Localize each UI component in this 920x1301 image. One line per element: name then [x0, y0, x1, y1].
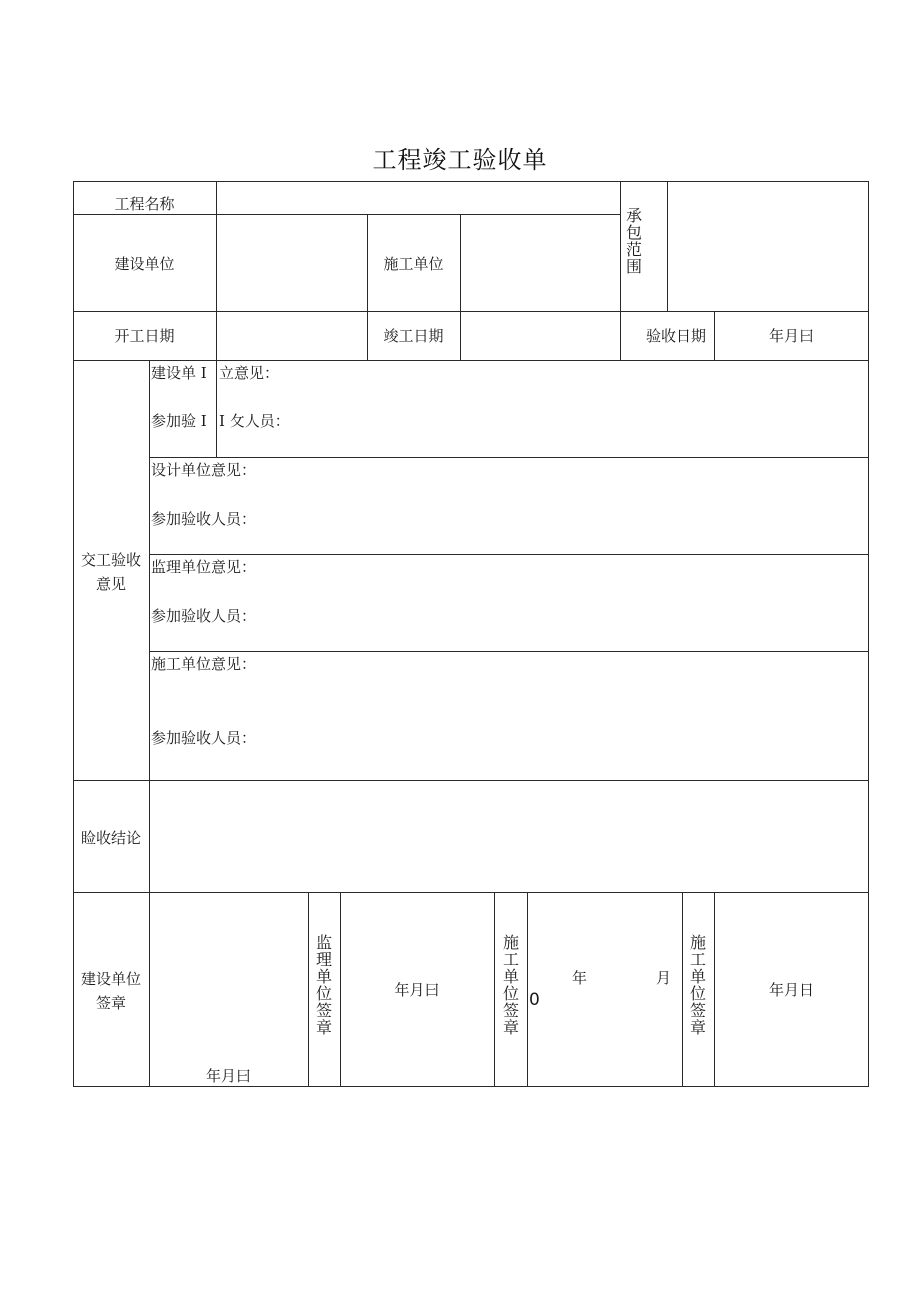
- client-opinion-label-a: 建设单 I: [151, 364, 207, 382]
- construction2-signature-date: 年月日: [768, 981, 814, 999]
- supervision-signature-date: 年月曰: [394, 981, 440, 999]
- supervision-opinion-label: 监理单位意见：: [151, 558, 257, 576]
- supervision-participants-label: 参加验收人员：: [151, 607, 257, 625]
- design-participants-label: 参加验收人员：: [151, 510, 257, 528]
- supervision-signature-label: 监理单位签章: [315, 933, 332, 1037]
- construction-opinion-label: 施工单位意见：: [151, 655, 257, 673]
- finish-date-label: 竣工日期: [383, 327, 444, 345]
- construction-signature-mark: 0: [529, 990, 540, 1010]
- document-title: 工程竣工验收单: [372, 146, 548, 174]
- construction2-signature-label: 施工单位签章: [689, 933, 706, 1037]
- scope-label: 承包范围: [625, 206, 642, 276]
- project-name-label: 工程名称: [114, 195, 175, 213]
- opinions-section-label-line1: 交工验收: [80, 551, 141, 569]
- client-participants-label-a: 参加验 I: [151, 412, 207, 430]
- client-opinion-label-b: 立意见：: [219, 364, 280, 382]
- construction-participants-label: 参加验收人员：: [151, 729, 257, 747]
- opinions-section-label-line2: 意见: [95, 575, 126, 593]
- contractor-label: 施工单位: [383, 255, 444, 273]
- construction-signature-month: 月: [656, 969, 672, 987]
- construction-signature-label: 施工单位签章: [502, 933, 519, 1037]
- client-signature-date: 年月曰: [205, 1067, 251, 1085]
- client-label: 建设单位: [114, 255, 175, 273]
- construction-signature-year: 年: [572, 969, 588, 987]
- start-date-label: 开工日期: [114, 327, 175, 345]
- acceptance-date-value[interactable]: 年月曰: [768, 327, 814, 345]
- conclusion-label: 睑收结论: [80, 829, 141, 847]
- client-signature-label-line2: 签章: [95, 994, 126, 1012]
- client-signature-label-line1: 建设单位: [80, 970, 141, 988]
- acceptance-form-table: [73, 181, 869, 1087]
- acceptance-date-label: 验收日期: [646, 327, 707, 345]
- client-participants-label-b: I 攵人员：: [219, 412, 290, 430]
- design-opinion-label: 设计单位意见：: [151, 461, 257, 479]
